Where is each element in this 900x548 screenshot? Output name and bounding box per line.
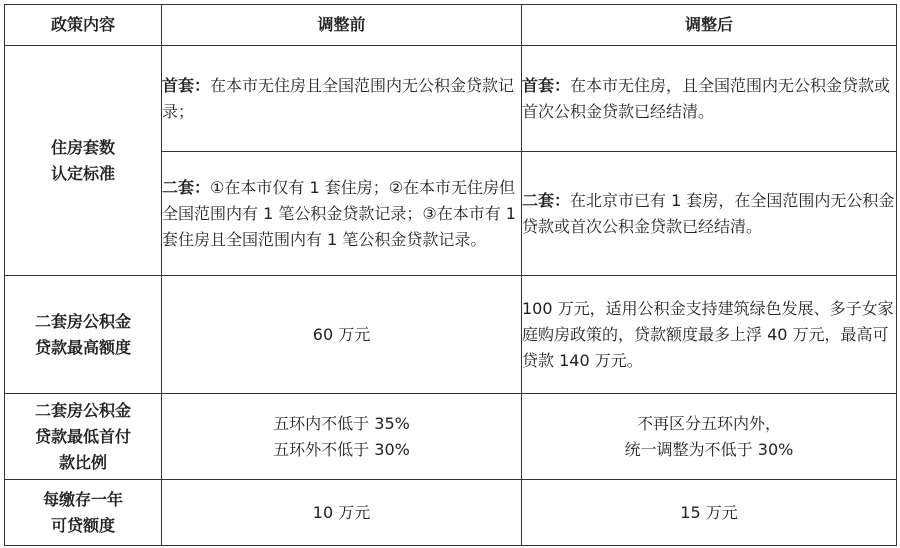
cell-second-home-after [522,152,897,276]
table-row-down-payment [5,394,897,480]
first-home-lead: 首套： [162,75,211,95]
row-label-line: 住房套数 [50,137,115,157]
cell-per-year-before: 10 万元 [162,480,522,546]
cell-max-loan-after: 100 万元，适用公积金支持建筑绿色发展、多子女家庭购房政策的，贷款额度最多上浮 40 万元，最高可贷款 140 万元。 [522,276,897,394]
policy-comparison-table [4,4,897,546]
table-header-row [5,5,897,46]
first-home-lead: 首套： [522,75,571,95]
row-label-line: 款比例 [58,452,107,472]
row-label-line: 每缴存一年 [42,489,123,509]
cell-first-home-before [162,46,522,152]
cell-per-year-after: 15 万元 [522,480,897,546]
row-label-line: 认定标准 [50,163,115,183]
second-home-after-text: 在北京市已有 1 套房，在全国范围内无公积金贷款或首次公积金贷款已经结清。 [522,190,895,236]
header-after-adjustment: 调整后 [522,5,897,46]
down-payment-after-line: 不再区分五环内外， [636,413,781,433]
row-label-line: 贷款最低首付 [34,426,131,446]
second-home-before-text: ①在本市仅有 1 套住房；②在本市无住房但全国范围内有 1 笔公积金贷款记录；③在本市有 1 套住房且全国范围内有 1 笔公积金贷款记录。 [162,177,516,249]
down-payment-before-line: 五环内不低于 35% [273,413,410,433]
down-payment-before-line: 五环外不低于 30% [273,439,410,459]
table-row-max-loan [5,276,897,394]
cell-max-loan-before: 60 万元 [162,276,522,394]
first-home-before-text: 在本市无住房且全国范围内无公积金贷款记录； [162,75,515,121]
down-payment-after-line: 统一调整为不低于 30% [624,439,794,459]
second-home-lead: 二套： [522,190,571,210]
row-label-per-year [5,480,162,546]
second-home-lead: 二套： [162,177,211,197]
header-policy-content: 政策内容 [5,5,162,46]
first-home-after-text: 在本市无住房，且全国范围内无公积金贷款或首次公积金贷款已经结清。 [522,75,891,121]
row-label-line: 二套房公积金 [34,311,131,331]
cell-down-payment-before [162,394,522,480]
header-before-adjustment: 调整前 [162,5,522,46]
row-label-housing-count [5,46,162,276]
row-label-line: 贷款最高额度 [34,337,131,357]
table-row-first-home [5,46,897,152]
row-label-line: 二套房公积金 [34,400,131,420]
table-row-per-year [5,480,897,546]
row-label-max-loan [5,276,162,394]
cell-first-home-after [522,46,897,152]
row-label-line: 可贷额度 [50,515,115,535]
row-label-down-payment [5,394,162,480]
cell-second-home-before [162,152,522,276]
cell-down-payment-after [522,394,897,480]
